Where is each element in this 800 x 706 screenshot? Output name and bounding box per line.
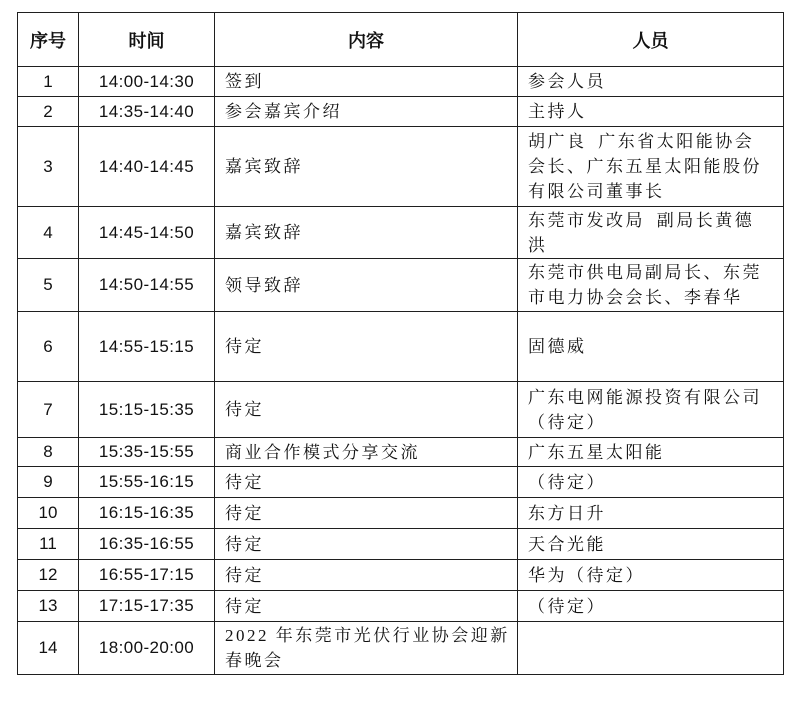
person-text: 参会人员	[528, 72, 606, 91]
table-row	[18, 591, 784, 622]
content-text: 签到	[225, 72, 264, 91]
content-cell	[215, 529, 518, 560]
person-cell	[518, 207, 784, 259]
table-row	[18, 382, 784, 438]
person-text: 胡广良 广东省太阳能协会会长、广东五星太阳能股份有限公司董事长	[528, 132, 762, 201]
person-text: 广东电网能源投资有限公司（待定）	[528, 387, 762, 432]
person-cell	[518, 382, 784, 438]
person-cell	[518, 622, 784, 675]
content-cell	[215, 127, 518, 207]
person-text: 主持人	[528, 102, 587, 121]
content-text: 待定	[225, 472, 264, 492]
header-person: 人员	[518, 13, 784, 67]
content-cell	[215, 97, 518, 127]
content-text: 嘉宾致辞	[225, 157, 303, 176]
table-row	[18, 560, 784, 591]
content-cell	[215, 312, 518, 382]
person-text: 固德威	[528, 337, 587, 356]
time-cell: 14:35-14:40	[79, 97, 215, 127]
person-text: 华为（待定）	[528, 565, 645, 585]
table-header-row	[18, 13, 784, 67]
time-cell: 14:00-14:30	[79, 67, 215, 97]
header-time: 时间	[79, 13, 215, 67]
time-cell: 14:55-15:15	[79, 312, 215, 382]
time-cell: 14:45-14:50	[79, 207, 215, 259]
content-text: 嘉宾致辞	[225, 223, 303, 242]
row-number-cell: 5	[18, 259, 79, 312]
header-number: 序号	[18, 13, 79, 67]
row-number-cell: 13	[18, 591, 79, 622]
person-cell	[518, 67, 784, 97]
table-row	[18, 622, 784, 675]
person-cell	[518, 127, 784, 207]
content-cell	[215, 67, 518, 97]
person-cell	[518, 259, 784, 312]
content-text: 待定	[225, 337, 264, 356]
table-row	[18, 467, 784, 498]
person-text: （待定）	[528, 596, 606, 616]
table-row	[18, 259, 784, 312]
person-cell	[518, 97, 784, 127]
time-cell: 18:00-20:00	[79, 622, 215, 675]
person-text: 东莞市发改局 副局长黄德洪	[528, 210, 755, 255]
row-number-cell: 3	[18, 127, 79, 207]
person-text: 东莞市供电局副局长、东莞市电力协会会长、李春华	[528, 263, 762, 307]
row-number-cell: 2	[18, 97, 79, 127]
row-number-cell: 6	[18, 312, 79, 382]
schedule-table	[17, 12, 784, 675]
content-text: 商业合作模式分享交流	[225, 442, 420, 462]
content-cell	[215, 622, 518, 675]
content-text: 待定	[225, 503, 264, 523]
time-cell: 17:15-17:35	[79, 591, 215, 622]
person-text: 广东五星太阳能	[528, 442, 665, 462]
content-cell	[215, 207, 518, 259]
row-number-cell: 11	[18, 529, 79, 560]
person-cell	[518, 467, 784, 498]
row-number-cell: 1	[18, 67, 79, 97]
row-number-cell: 8	[18, 438, 79, 467]
person-cell	[518, 312, 784, 382]
row-number-cell: 4	[18, 207, 79, 259]
person-cell	[518, 560, 784, 591]
time-cell: 15:15-15:35	[79, 382, 215, 438]
time-cell: 14:40-14:45	[79, 127, 215, 207]
content-cell	[215, 259, 518, 312]
table-row	[18, 529, 784, 560]
person-cell	[518, 498, 784, 529]
content-text: 待定	[225, 400, 264, 419]
person-text: 东方日升	[528, 503, 606, 523]
table-row	[18, 207, 784, 259]
content-cell	[215, 382, 518, 438]
content-cell	[215, 591, 518, 622]
time-cell: 14:50-14:55	[79, 259, 215, 312]
content-text: 2022 年东莞市光伏行业协会迎新春晚会	[225, 626, 510, 670]
person-text: （待定）	[528, 472, 606, 492]
table-row	[18, 127, 784, 207]
content-text: 待定	[225, 596, 264, 616]
person-cell	[518, 591, 784, 622]
row-number-cell: 7	[18, 382, 79, 438]
table-row	[18, 67, 784, 97]
person-cell	[518, 529, 784, 560]
table-row	[18, 312, 784, 382]
content-cell	[215, 467, 518, 498]
content-cell	[215, 438, 518, 467]
row-number-cell: 10	[18, 498, 79, 529]
row-number-cell: 12	[18, 560, 79, 591]
row-number-cell: 14	[18, 622, 79, 675]
content-cell	[215, 498, 518, 529]
time-cell: 16:35-16:55	[79, 529, 215, 560]
content-text: 参会嘉宾介绍	[225, 102, 342, 121]
table-row	[18, 438, 784, 467]
content-text: 待定	[225, 565, 264, 585]
header-content: 内容	[215, 13, 518, 67]
content-text: 待定	[225, 534, 264, 554]
person-cell	[518, 438, 784, 467]
time-cell: 16:15-16:35	[79, 498, 215, 529]
table-row	[18, 498, 784, 529]
row-number-cell: 9	[18, 467, 79, 498]
time-cell: 16:55-17:15	[79, 560, 215, 591]
content-cell	[215, 560, 518, 591]
table-row	[18, 97, 784, 127]
time-cell: 15:55-16:15	[79, 467, 215, 498]
time-cell: 15:35-15:55	[79, 438, 215, 467]
person-text: 天合光能	[528, 534, 606, 554]
content-text: 领导致辞	[225, 275, 303, 295]
